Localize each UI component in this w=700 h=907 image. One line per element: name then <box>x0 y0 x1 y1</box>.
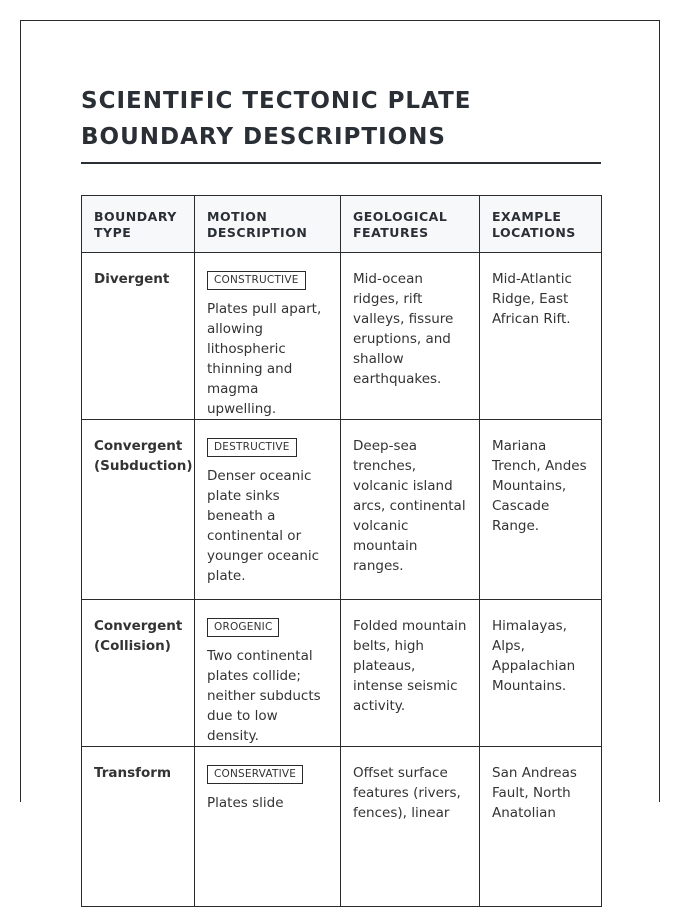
features-cell: Folded mountain belts, high plateaus, intense seismic activity. <box>341 600 480 747</box>
boundary-tag: DESTRUCTIVE <box>207 438 297 457</box>
features-cell: Deep-sea trenches, volcanic island arcs, continental volcanic mountain ranges. <box>341 420 480 600</box>
motion-text: Plates pull apart, allowing lithospheric thinning and magma upwelling. <box>207 301 322 417</box>
header-geological-features: GEOLOGICAL FEATURES <box>341 196 480 253</box>
locations-cell: San Andreas Fault, North Anatolian <box>480 747 602 907</box>
boundary-tag: CONSERVATIVE <box>207 765 303 784</box>
motion-cell <box>195 600 341 747</box>
boundary-type-cell: Convergent (Collision) <box>82 600 195 747</box>
plate-boundary-table <box>81 195 602 907</box>
table-row <box>82 747 602 907</box>
title-divider <box>81 162 601 164</box>
boundary-tag: OROGENIC <box>207 618 279 637</box>
locations-cell: Himalayas, Alps, Appalachian Mountains. <box>480 600 602 747</box>
features-cell: Offset surface features (rivers, fences), linear <box>341 747 480 907</box>
page-title: SCIENTIFIC TECTONIC PLATE BOUNDARY DESCRIPTIONS <box>81 88 472 150</box>
locations-cell: Mid-Atlantic Ridge, East African Rift. <box>480 253 602 420</box>
locations-cell: Mariana Trench, Andes Mountains, Cascade Range. <box>480 420 602 600</box>
boundary-type-cell: Divergent <box>82 253 195 420</box>
motion-text: Plates slide <box>207 795 284 811</box>
table-row <box>82 253 602 420</box>
document-page <box>20 20 660 821</box>
boundary-type-cell: Transform <box>82 747 195 907</box>
features-cell: Mid-ocean ridges, rift valleys, fissure eruptions, and shallow earthquakes. <box>341 253 480 420</box>
header-motion-description: MOTION DESCRIPTION <box>195 196 341 253</box>
table-row <box>82 600 602 747</box>
motion-cell <box>195 253 341 420</box>
table-row <box>82 420 602 600</box>
motion-text: Two continental plates collide; neither subducts due to low density. <box>207 648 321 744</box>
boundary-tag: CONSTRUCTIVE <box>207 271 306 290</box>
motion-cell <box>195 420 341 600</box>
motion-cell <box>195 747 341 907</box>
boundary-type-cell: Convergent (Subduction) <box>82 420 195 600</box>
header-example-locations: EXAMPLE LOCATIONS <box>480 196 602 253</box>
header-boundary-type: BOUNDARY TYPE <box>82 196 195 253</box>
table-header-row <box>82 196 602 253</box>
motion-text: Denser oceanic plate sinks beneath a continental or younger oceanic plate. <box>207 468 320 584</box>
